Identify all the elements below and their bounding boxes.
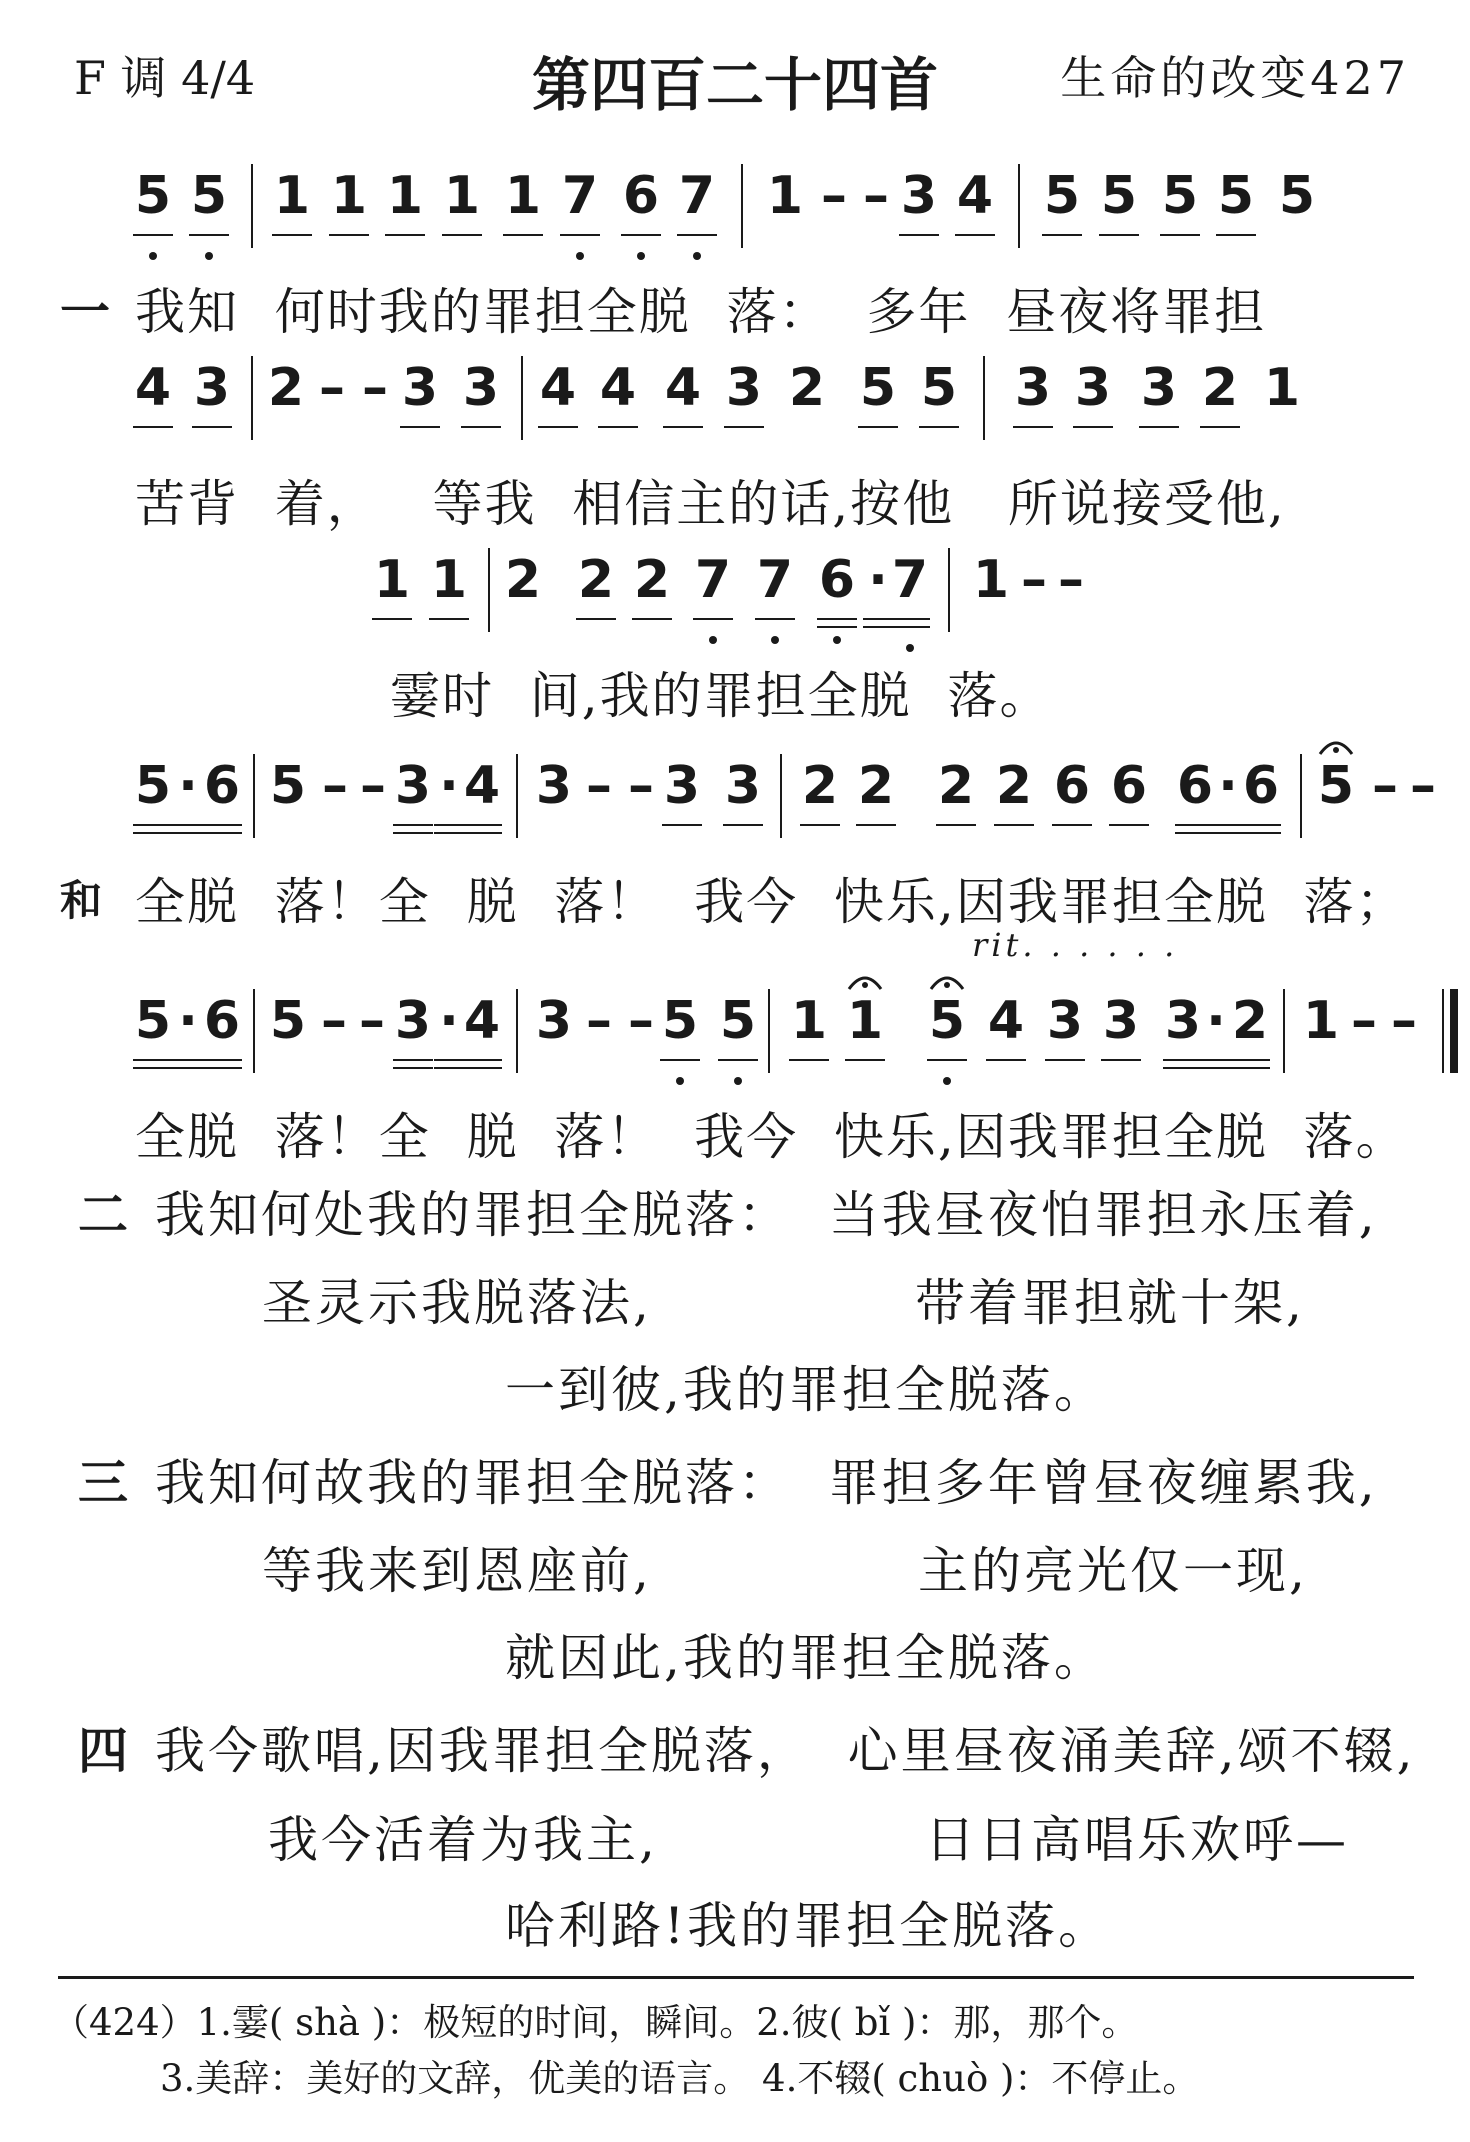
staff-row-5	[0, 975, 1470, 1175]
underline	[890, 626, 930, 628]
verse-line: 带着罪担就十架,	[915, 1274, 1305, 1332]
barline	[741, 164, 743, 248]
underline	[789, 1059, 829, 1061]
key-signature: F 调 4/4	[74, 51, 256, 105]
dash-extension: –	[362, 358, 388, 418]
dash-extension: –	[863, 166, 889, 226]
hymn-title: 第四百二十四首	[531, 51, 938, 119]
note: 4	[463, 991, 501, 1051]
underline	[385, 234, 425, 236]
dash-extension: –	[586, 756, 612, 816]
hymn-section-page: 生命的改变427	[1060, 51, 1410, 105]
lyric-line: 我知 何时我的罪担全脱 落： 多年 昼夜将罪担	[135, 283, 1267, 341]
note: 6	[818, 550, 856, 610]
underline	[899, 234, 939, 236]
underline	[1045, 1059, 1085, 1061]
lyric-line: 全脱 落！全 脱 落！ 我今 快乐,因我罪担全脱 落。	[135, 1108, 1408, 1166]
underline	[1042, 234, 1082, 236]
verse-line: 我今活着为我主,	[268, 1811, 658, 1869]
barline	[1300, 754, 1302, 838]
dash-extension: –	[360, 756, 386, 816]
barline	[251, 164, 253, 248]
note: 1	[504, 166, 542, 226]
verse-line: 一到彼,我的罪担全脱落。	[505, 1361, 1107, 1419]
low-octave-dot	[943, 1077, 951, 1085]
verse-line: 我今歌唱,因我罪担全脱落， 心里昼夜涌美辞,颂不辍,	[155, 1722, 1416, 1780]
staff-row-1	[0, 150, 1470, 350]
note: 3	[724, 756, 762, 816]
note: 6	[203, 756, 241, 816]
underline	[1139, 426, 1179, 428]
note: 1	[1263, 358, 1301, 418]
underline	[434, 1067, 464, 1069]
underline	[919, 426, 959, 428]
underline	[660, 1059, 700, 1061]
barline	[948, 548, 950, 632]
underline	[1230, 1059, 1270, 1061]
underline	[133, 1059, 173, 1061]
lyric-line: 霎时 间,我的罪担全脱 落。	[390, 667, 1052, 725]
underline	[400, 426, 440, 428]
notation-line	[0, 975, 1470, 1095]
dash-extension: –	[319, 358, 345, 418]
note: 3	[535, 991, 573, 1051]
underline	[429, 618, 469, 620]
underline	[845, 1059, 885, 1061]
note: 5	[1043, 166, 1081, 226]
note: 3	[394, 991, 432, 1051]
underline	[462, 832, 502, 834]
note: 2	[937, 756, 975, 816]
note: 1	[766, 166, 804, 226]
low-octave-dot	[771, 636, 779, 644]
note: 3	[401, 358, 439, 418]
note: 2	[788, 358, 826, 418]
underline	[173, 824, 203, 826]
note: 4	[539, 358, 577, 418]
note: 2	[1201, 358, 1239, 418]
barline	[768, 989, 770, 1073]
note: 3	[1140, 358, 1178, 418]
note: 1	[1302, 991, 1340, 1051]
final-barline	[1442, 989, 1444, 1073]
underline	[858, 426, 898, 428]
underline	[133, 824, 173, 826]
verse-line: 我知何故我的罪担全脱落： 罪担多年曾昼夜缠累我,	[155, 1454, 1378, 1512]
verse-line: 等我来到恩座前,	[262, 1542, 652, 1600]
note: 7	[694, 550, 732, 610]
low-octave-dot	[734, 1077, 742, 1085]
underline	[202, 1067, 242, 1069]
underline	[202, 1059, 242, 1061]
underline	[693, 618, 733, 620]
barline	[1283, 989, 1285, 1073]
underline	[663, 426, 703, 428]
fermata-icon	[845, 967, 885, 991]
note: 5	[1161, 166, 1199, 226]
note: 3	[193, 358, 231, 418]
underline	[936, 824, 976, 826]
footnote-line: （424）1.霎( shà )：极短的时间，瞬间。2.彼( bǐ )：那，那个。	[52, 2001, 1139, 2044]
underline	[677, 234, 717, 236]
note: 7	[756, 550, 794, 610]
underline	[817, 626, 857, 628]
note: 2	[633, 550, 671, 610]
underline	[1160, 234, 1200, 236]
underline	[202, 832, 242, 834]
note: 6	[1053, 756, 1091, 816]
underline	[755, 618, 795, 620]
dash-extension: –	[628, 991, 654, 1051]
underline	[442, 234, 482, 236]
note: 3	[663, 756, 701, 816]
barline	[488, 548, 490, 632]
barline	[516, 989, 518, 1073]
dot-extension: ·	[439, 991, 459, 1051]
underline	[173, 832, 203, 834]
low-octave-dot	[149, 252, 157, 260]
final-barline	[1450, 989, 1458, 1073]
underline	[1201, 1059, 1231, 1061]
underline	[1175, 832, 1215, 834]
underline	[462, 824, 502, 826]
dash-extension: –	[359, 991, 385, 1051]
underline	[1101, 1059, 1141, 1061]
underline	[202, 824, 242, 826]
barline	[983, 356, 985, 440]
note: 3	[1046, 991, 1084, 1051]
low-octave-dot	[205, 252, 213, 260]
underline	[927, 1059, 967, 1061]
note: 1	[846, 991, 884, 1051]
low-octave-dot	[576, 252, 584, 260]
underline	[560, 234, 600, 236]
note: 3	[1074, 358, 1112, 418]
underline	[994, 824, 1034, 826]
note: 1	[443, 166, 481, 226]
staff-row-3	[0, 534, 1470, 734]
dot-extension: ·	[439, 756, 459, 816]
note: 3	[462, 358, 500, 418]
note: 5	[134, 991, 172, 1051]
notation-line	[0, 342, 1470, 462]
underline	[662, 824, 702, 826]
verse-number: 四	[78, 1721, 131, 1780]
barline	[516, 754, 518, 838]
underline	[393, 1067, 433, 1069]
note: 4	[664, 358, 702, 418]
footnote-line: 3.美辞：美好的文辞，优美的语言。 4.不辍( chuò )：不停止。	[160, 2057, 1200, 2100]
underline	[1013, 426, 1053, 428]
underline	[272, 234, 312, 236]
note: 4	[956, 166, 994, 226]
underline	[1175, 824, 1215, 826]
underline	[173, 1067, 203, 1069]
underline	[329, 234, 369, 236]
dot-extension: ·	[1218, 756, 1238, 816]
note: 2	[995, 756, 1033, 816]
barline	[1018, 164, 1020, 248]
low-octave-dot	[906, 644, 914, 652]
underline	[538, 426, 578, 428]
note: 1	[386, 166, 424, 226]
underline	[800, 824, 840, 826]
note: 5	[928, 991, 966, 1051]
underline	[955, 234, 995, 236]
low-octave-dot	[637, 252, 645, 260]
dash-extension: –	[586, 991, 612, 1051]
notation-line	[0, 150, 1470, 270]
note: 5	[1278, 166, 1316, 226]
underline	[621, 234, 661, 236]
dash-extension: –	[322, 756, 348, 816]
underline	[1230, 1067, 1270, 1069]
underline	[1099, 234, 1139, 236]
note: 6	[1176, 756, 1214, 816]
underline	[1109, 824, 1149, 826]
note: 6	[1242, 756, 1280, 816]
dash-extension: –	[1058, 550, 1084, 610]
dot-extension: ·	[1206, 991, 1226, 1051]
underline	[1241, 832, 1281, 834]
underline	[173, 1059, 203, 1061]
notation-line	[0, 534, 1470, 654]
chorus-label: 和	[60, 876, 105, 925]
underline	[1216, 234, 1256, 236]
underline	[598, 426, 638, 428]
underline	[462, 1067, 502, 1069]
note: 1	[790, 991, 828, 1051]
barline	[251, 356, 253, 440]
underline	[372, 618, 412, 620]
underline	[434, 824, 464, 826]
verse-line: 日日高唱乐欢呼—	[925, 1811, 1349, 1869]
underline	[1213, 824, 1243, 826]
underline	[434, 1059, 464, 1061]
underline	[1213, 832, 1243, 834]
note: 2	[577, 550, 615, 610]
note: 5	[1100, 166, 1138, 226]
verse-line: 主的亮光仅一现,	[918, 1542, 1308, 1600]
underline	[461, 426, 501, 428]
note: 3	[1164, 991, 1202, 1051]
note: 5	[269, 991, 307, 1051]
underline	[189, 234, 229, 236]
barline	[521, 356, 523, 440]
note: 5	[1317, 756, 1355, 816]
note: 5	[1217, 166, 1255, 226]
underline	[632, 618, 672, 620]
note: 6	[622, 166, 660, 226]
verse-line: 哈利路!我的罪担全脱落。	[505, 1897, 1112, 1955]
note: 3	[725, 358, 763, 418]
footnote-divider	[58, 1976, 1414, 1979]
dash-extension: –	[1410, 756, 1436, 816]
note: 3	[900, 166, 938, 226]
note: 1	[430, 550, 468, 610]
underline	[817, 618, 857, 620]
note: 7	[561, 166, 599, 226]
note: 2	[857, 756, 895, 816]
note: 3	[1014, 358, 1052, 418]
note: 1	[373, 550, 411, 610]
note: 5	[134, 166, 172, 226]
note: 3	[1102, 991, 1140, 1051]
verse-line: 圣灵示我脱落法,	[262, 1274, 652, 1332]
underline	[890, 618, 930, 620]
verse-line: 就因此,我的罪担全脱落。	[505, 1629, 1107, 1687]
underline	[986, 1059, 1026, 1061]
note: 5	[859, 358, 897, 418]
underline	[1052, 824, 1092, 826]
verse-number: 一	[60, 282, 112, 341]
notation-line	[0, 740, 1470, 860]
underline	[503, 234, 543, 236]
dash-extension: –	[1372, 756, 1398, 816]
underline	[863, 618, 893, 620]
verse-number: 二	[78, 1185, 131, 1244]
dash-extension: –	[1391, 991, 1417, 1051]
underline	[724, 426, 764, 428]
note: 4	[463, 756, 501, 816]
underline	[856, 824, 896, 826]
note: 3	[535, 756, 573, 816]
underline	[192, 426, 232, 428]
dash-extension: –	[821, 166, 847, 226]
note: 5	[661, 991, 699, 1051]
underline	[133, 234, 173, 236]
underline	[1241, 824, 1281, 826]
dash-extension: –	[321, 991, 347, 1051]
dash-extension: –	[1021, 550, 1047, 610]
underline	[723, 824, 763, 826]
underline	[393, 824, 433, 826]
staff-row-2	[0, 342, 1470, 542]
underline	[393, 832, 433, 834]
note: 5	[190, 166, 228, 226]
staff-row-4	[0, 740, 1470, 940]
note: 2	[801, 756, 839, 816]
fermata-icon	[927, 967, 967, 991]
barline	[780, 754, 782, 838]
ritardando-mark: rit. . . . . .	[972, 926, 1179, 964]
underline	[1201, 1067, 1231, 1069]
note: 5	[134, 756, 172, 816]
barline	[253, 754, 255, 838]
note: 5	[920, 358, 958, 418]
underline	[1163, 1067, 1203, 1069]
dot-extension: ·	[178, 756, 198, 816]
fermata-icon	[1316, 732, 1356, 756]
underline	[718, 1059, 758, 1061]
underline	[1073, 426, 1113, 428]
note: 5	[719, 991, 757, 1051]
note: 6	[1110, 756, 1148, 816]
underline	[1163, 1059, 1203, 1061]
low-octave-dot	[693, 252, 701, 260]
note: 5	[269, 756, 307, 816]
underline	[863, 626, 893, 628]
underline	[434, 832, 464, 834]
note: 4	[599, 358, 637, 418]
dot-extension: ·	[178, 991, 198, 1051]
underline	[1200, 426, 1240, 428]
note: 7	[891, 550, 929, 610]
note: 1	[330, 166, 368, 226]
low-octave-dot	[676, 1077, 684, 1085]
verse-number: 三	[78, 1453, 131, 1512]
underline	[133, 832, 173, 834]
note: 2	[1231, 991, 1269, 1051]
dash-extension: –	[1351, 991, 1377, 1051]
underline	[576, 618, 616, 620]
note: 4	[134, 358, 172, 418]
underline	[133, 1067, 173, 1069]
lyric-line: 苦背 着， 等我 相信主的话,按他 所说接受他,	[135, 475, 1286, 533]
dot-extension: ·	[868, 550, 888, 610]
low-octave-dot	[833, 636, 841, 644]
verse-line: 我知何处我的罪担全脱落： 当我昼夜怕罪担永压着,	[155, 1186, 1378, 1244]
low-octave-dot	[709, 636, 717, 644]
note: 4	[987, 991, 1025, 1051]
note: 6	[203, 991, 241, 1051]
note: 3	[394, 756, 432, 816]
underline	[393, 1059, 433, 1061]
underline	[133, 426, 173, 428]
barline	[253, 989, 255, 1073]
underline	[462, 1059, 502, 1061]
note: 2	[267, 358, 305, 418]
note: 1	[972, 550, 1010, 610]
note: 7	[678, 166, 716, 226]
note: 2	[504, 550, 542, 610]
note: 1	[273, 166, 311, 226]
dash-extension: –	[628, 756, 654, 816]
lyric-line: 全脱 落！全 脱 落！ 我今 快乐,因我罪担全脱 落；	[135, 873, 1408, 931]
